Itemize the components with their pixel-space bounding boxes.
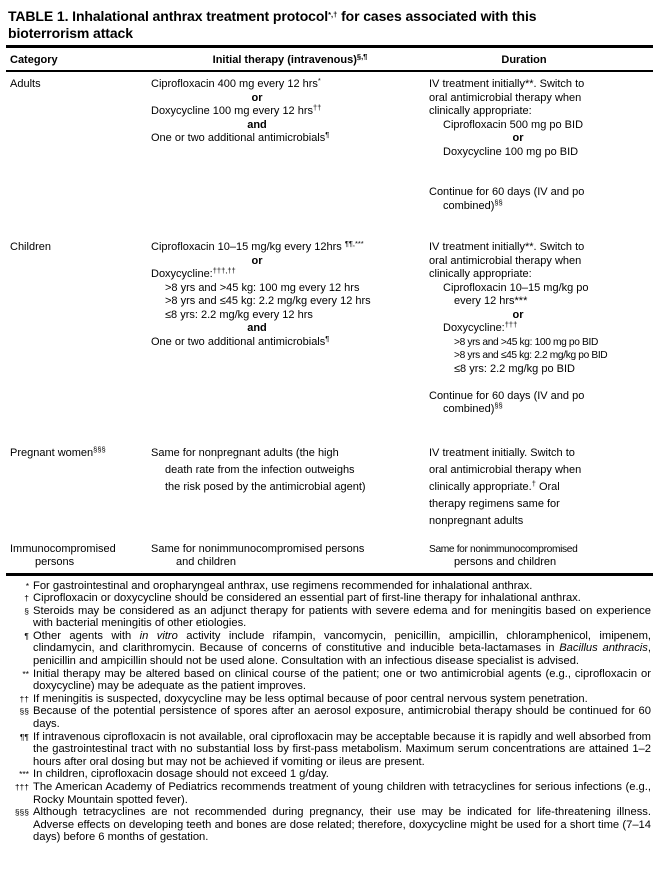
cell-category-pregnant-women xyxy=(6,445,151,530)
footnote-marker: †† xyxy=(19,693,29,704)
table-row-adults xyxy=(6,78,653,213)
text-segment: Ciprofloxacin or doxycycline should be considered an essential part of first-line therapy for inhalational anthrax. xyxy=(33,592,581,605)
footnote xyxy=(6,630,651,668)
footnote-symbol: † xyxy=(531,478,536,488)
text-segment: and children xyxy=(176,556,236,568)
footnote xyxy=(6,693,651,706)
cell-line xyxy=(429,146,653,160)
footnote-marker: ¶ xyxy=(24,630,29,641)
cell-line xyxy=(151,445,429,462)
text-segment: oral antimicrobial therapy when xyxy=(429,463,582,476)
cell-line xyxy=(151,92,363,106)
text-segment: persons xyxy=(35,556,75,568)
cell-line xyxy=(429,119,653,133)
text-segment: Steroids may be considered as an adjunct therapy for patients with severe edema and for meningitis based on experience with bacterial meningitis of other etiologies. xyxy=(33,604,651,630)
cell-duration-adults xyxy=(429,78,653,213)
text-segment: Adults xyxy=(10,78,41,90)
text-segment: >8 yrs and ≤45 kg: 2.2 mg/kg every 12 hrs xyxy=(165,295,371,307)
footnote xyxy=(6,731,651,769)
text-segment: Initial therapy (intravenous) xyxy=(212,54,357,66)
text-segment: The American Academy of Pediatrics recommends treatment of young children with tetracyclines for serious infections (e.g., Rocky Mountain spotted fever). xyxy=(33,781,651,806)
cell-line xyxy=(429,322,653,336)
text-segment: therapy regimens same for xyxy=(429,497,560,510)
cell-line xyxy=(10,556,151,570)
column-header-label xyxy=(429,54,619,66)
cell-line xyxy=(151,282,429,296)
footnote xyxy=(6,580,651,593)
text-segment: Ciprofloxacin 10–15 mg/kg every 12hrs xyxy=(151,241,345,253)
text-segment: or xyxy=(512,308,524,321)
footnote-text xyxy=(33,693,651,706)
text-segment: Immunocompromised xyxy=(10,542,116,555)
text-segment: Children xyxy=(10,241,51,253)
table-body xyxy=(6,72,653,570)
footnote-text xyxy=(33,768,651,781)
cell-duration-children xyxy=(429,241,653,417)
text-segment: IV treatment initially**. Switch to xyxy=(429,78,585,90)
cell-line xyxy=(429,479,653,496)
text-segment: TABLE 1. Inhalational anthrax treatment protocol xyxy=(8,8,329,24)
footnote-marker: ††† xyxy=(14,782,29,792)
text-segment: Same for nonpregnant adults (the high xyxy=(151,446,339,459)
cell-line xyxy=(151,479,429,496)
footnote-symbol: ¶¶,*** xyxy=(344,239,364,248)
cell-line xyxy=(429,363,653,377)
text-segment: clinically appropriate: xyxy=(429,268,532,280)
footnote-text xyxy=(33,806,651,844)
text-segment: oral antimicrobial therapy when xyxy=(429,91,582,104)
text-segment: Oral xyxy=(535,480,560,493)
text-segment: >8 yrs and >45 kg: 100 mg every 12 hrs xyxy=(165,281,360,294)
text-segment: Same for nonimmunocompromised xyxy=(429,543,578,555)
cell-therapy-pregnant-women xyxy=(151,445,429,530)
cell-line xyxy=(429,445,653,462)
footnote xyxy=(6,592,651,605)
cell-line xyxy=(151,119,363,133)
text-segment: Duration xyxy=(501,54,547,66)
cell-therapy-adults xyxy=(151,78,429,213)
text-segment: and xyxy=(247,118,267,131)
text-segment: One or two additional antimicrobials xyxy=(151,335,326,348)
footnotes-section xyxy=(6,576,653,844)
cell-line xyxy=(429,241,653,255)
cell-therapy-immunocompromised-persons xyxy=(151,543,429,570)
table-title-line xyxy=(8,8,651,25)
cell-line xyxy=(429,255,653,269)
cell-line xyxy=(429,543,653,557)
footnote-marker: §§§ xyxy=(14,807,29,818)
cell-line xyxy=(151,333,429,350)
spacer-line xyxy=(429,173,653,187)
text-segment: death rate from the infection outweighs xyxy=(165,463,355,476)
text-segment: If intravenous ciprofloxacin is not available, oral ciprofloxacin may be acceptable because it is rapidly and well absorbed from the gastrointestinal tract with no substantial loss by first-pass metabolism. Maximum serum concentrations are attained 1–2 hours after oral dosing but may not be achieved if vomiting or ileus are present. xyxy=(33,730,651,768)
text-segment: clinically appropriate. xyxy=(429,480,532,493)
footnote-text xyxy=(33,580,651,593)
cell-line xyxy=(429,556,653,570)
footnote-symbol: * xyxy=(317,76,321,85)
cell-line xyxy=(429,336,653,350)
text-segment: Continue for 60 days (IV and po xyxy=(429,186,585,198)
footnote-text xyxy=(33,781,651,806)
cell-category-adults xyxy=(6,78,151,213)
column-header-category xyxy=(6,54,151,66)
spacer-line xyxy=(429,376,653,390)
text-segment: or xyxy=(251,91,263,104)
footnote-marker: § xyxy=(24,605,29,616)
text-segment: IV treatment initially**. Switch to xyxy=(429,241,585,253)
text-segment: in vitro xyxy=(139,629,178,642)
footnote-marker: ¶¶ xyxy=(19,731,29,742)
text-segment: Doxycycline: xyxy=(443,322,505,334)
text-segment: combined) xyxy=(443,199,495,212)
text-segment: >8 yrs and ≤45 kg: 2.2 mg/kg po BID xyxy=(454,350,608,361)
text-segment: clinically appropriate: xyxy=(429,105,532,117)
text-segment: the risk posed by the antimicrobial agent) xyxy=(165,480,366,493)
text-segment: Continue for 60 days (IV and po xyxy=(429,389,585,402)
text-segment: In children, ciprofloxacin dosage should not exceed 1 g/day. xyxy=(33,768,329,781)
footnote xyxy=(6,806,651,844)
text-segment: Ciprofloxacin 10–15 mg/kg po xyxy=(443,281,589,294)
text-segment: Bacillus anthracis xyxy=(559,642,648,655)
cell-duration-pregnant-women xyxy=(429,445,653,530)
table-row-immunocompromised-persons xyxy=(6,543,653,570)
cell-line xyxy=(429,92,653,106)
text-segment: Doxycycline: xyxy=(151,268,213,280)
text-segment: , penicillin and ampicillin should not be used alone. Consultation with an infectious disease specialist is advised. xyxy=(33,642,651,668)
text-segment: combined) xyxy=(443,403,495,415)
text-segment: bioterrorism attack xyxy=(8,25,133,41)
cell-line xyxy=(429,197,653,214)
footnote-marker: * xyxy=(25,580,29,591)
text-segment: Same for nonimmunocompromised persons xyxy=(151,542,365,555)
cell-line xyxy=(10,445,151,462)
text-segment: activity include rifampin, vancomycin, penicillin, ampicillin, chloramphenicol, imipenem, clindamycin, and clarithromycin. Because of concerns of constitutive and inducible beta-lactamases in xyxy=(33,629,651,655)
cell-category-children xyxy=(6,241,151,417)
text-segment: ≤8 yrs: 2.2 mg/kg every 12 hrs xyxy=(165,308,313,321)
cell-line xyxy=(429,390,653,404)
footnote-symbol: §,¶ xyxy=(356,52,368,61)
text-segment: or xyxy=(512,132,524,144)
table-row-pregnant-women xyxy=(6,445,653,530)
cell-line xyxy=(429,496,653,513)
footnote xyxy=(6,768,651,781)
text-segment: Doxycycline 100 mg po BID xyxy=(443,145,579,158)
text-segment: or xyxy=(251,254,263,267)
footnote-text xyxy=(33,731,651,769)
table-header-row xyxy=(6,48,653,70)
cell-line xyxy=(10,543,151,557)
table-title xyxy=(6,6,653,42)
cell-line xyxy=(151,105,429,119)
text-segment: oral antimicrobial therapy when xyxy=(429,254,582,267)
cell-line xyxy=(151,556,429,570)
cell-line xyxy=(429,349,653,363)
text-segment: Doxycycline 100 mg every 12 hrs xyxy=(151,105,314,117)
footnote-text xyxy=(33,630,651,668)
text-segment: Initial therapy may be altered based on clinical course of the patient; one or two antimicrobial agents (e.g., ciprofloxacin or doxycycline) may be adequate as the patient improves. xyxy=(33,667,651,693)
footnote-symbol: †††,†† xyxy=(212,266,236,275)
text-segment: every 12 hrs*** xyxy=(454,295,528,307)
cell-line xyxy=(429,132,607,146)
cell-line xyxy=(429,309,607,323)
text-segment: Category xyxy=(10,54,58,66)
cell-line xyxy=(429,462,653,479)
cell-line xyxy=(151,309,429,323)
footnote-symbol: §§§ xyxy=(93,444,106,454)
footnote-marker: *** xyxy=(19,769,29,780)
text-segment: >8 yrs and >45 kg: 100 mg po BID xyxy=(454,336,598,348)
cell-line xyxy=(151,462,429,479)
text-segment: One or two additional antimicrobials xyxy=(151,132,326,144)
text-segment: Ciprofloxacin 500 mg po BID xyxy=(443,118,584,131)
cell-line xyxy=(10,241,151,255)
text-segment: for cases associated with this xyxy=(337,8,537,24)
cell-duration-immunocompromised-persons xyxy=(429,543,653,570)
table-row-children xyxy=(6,241,653,417)
text-segment: Other agents with xyxy=(33,629,140,642)
text-segment: Pregnant women xyxy=(10,446,94,459)
text-segment: Because of the potential persistence of spores after an aerosol exposure, antimicrobial therapy should be continued for 60 days. xyxy=(33,705,651,731)
text-segment: For gastrointestinal and oropharyngeal anthrax, use regimens recommended for inhalational anthrax. xyxy=(33,579,533,592)
footnote-symbol: ††† xyxy=(504,320,518,329)
text-segment: nonpregnant adults xyxy=(429,514,524,527)
text-segment: If meningitis is suspected, doxycycline may be less optimal because of poor central nervous system penetration. xyxy=(33,692,588,705)
footnote-text xyxy=(33,592,651,605)
footnote xyxy=(6,781,651,806)
footnote-marker: §§ xyxy=(19,706,29,717)
table-title-line xyxy=(8,25,651,42)
footnote-symbol: ¶ xyxy=(325,333,330,343)
footnote xyxy=(6,668,651,693)
footnote-marker: ** xyxy=(22,668,29,679)
cell-line xyxy=(429,268,653,282)
cell-line xyxy=(429,78,653,92)
text-segment: ≤8 yrs: 2.2 mg/kg po BID xyxy=(454,362,575,375)
footnote-symbol: *,† xyxy=(328,10,338,19)
column-header-duration xyxy=(429,54,653,66)
cell-line xyxy=(151,241,429,255)
footnote-text xyxy=(33,605,651,630)
cell-category-immunocompromised-persons xyxy=(6,543,151,570)
column-header-initial-therapy xyxy=(151,54,429,66)
cell-line xyxy=(151,322,363,336)
text-segment: persons and children xyxy=(454,556,557,568)
cell-line xyxy=(151,132,429,146)
text-segment: IV treatment initially. Switch to xyxy=(429,446,575,459)
footnote-text xyxy=(33,668,651,693)
text-segment: Ciprofloxacin 400 mg every 12 hrs xyxy=(151,78,318,90)
footnote-marker: † xyxy=(24,593,29,604)
footnote-symbol: §§ xyxy=(494,401,503,410)
spacer-line xyxy=(429,159,653,173)
cell-line xyxy=(151,268,429,282)
footnote xyxy=(6,605,651,630)
text-segment: and xyxy=(247,322,267,334)
cell-line xyxy=(429,282,653,296)
cell-line xyxy=(151,255,363,269)
cell-line xyxy=(151,78,429,92)
cell-line xyxy=(429,513,653,530)
cell-line xyxy=(10,78,151,92)
cell-line xyxy=(429,403,653,417)
cell-line xyxy=(151,295,429,309)
text-segment: Although tetracyclines are not recommended during pregnancy, their use may be indicated for life-threatening illness. Adverse effects on developing teeth and bones are dose related; therefore, doxycycline might be used for a short time (7–14 days) before 6 months of gestation. xyxy=(33,806,651,844)
footnote-symbol: †† xyxy=(313,103,322,112)
cell-line xyxy=(429,105,653,119)
footnote-symbol: ¶ xyxy=(325,130,330,139)
cell-line xyxy=(429,186,653,200)
footnote-text xyxy=(33,705,651,730)
cell-line xyxy=(429,295,653,309)
cell-therapy-children xyxy=(151,241,429,417)
cell-line xyxy=(151,543,429,557)
footnote-symbol: §§ xyxy=(494,197,503,207)
footnote xyxy=(6,705,651,730)
